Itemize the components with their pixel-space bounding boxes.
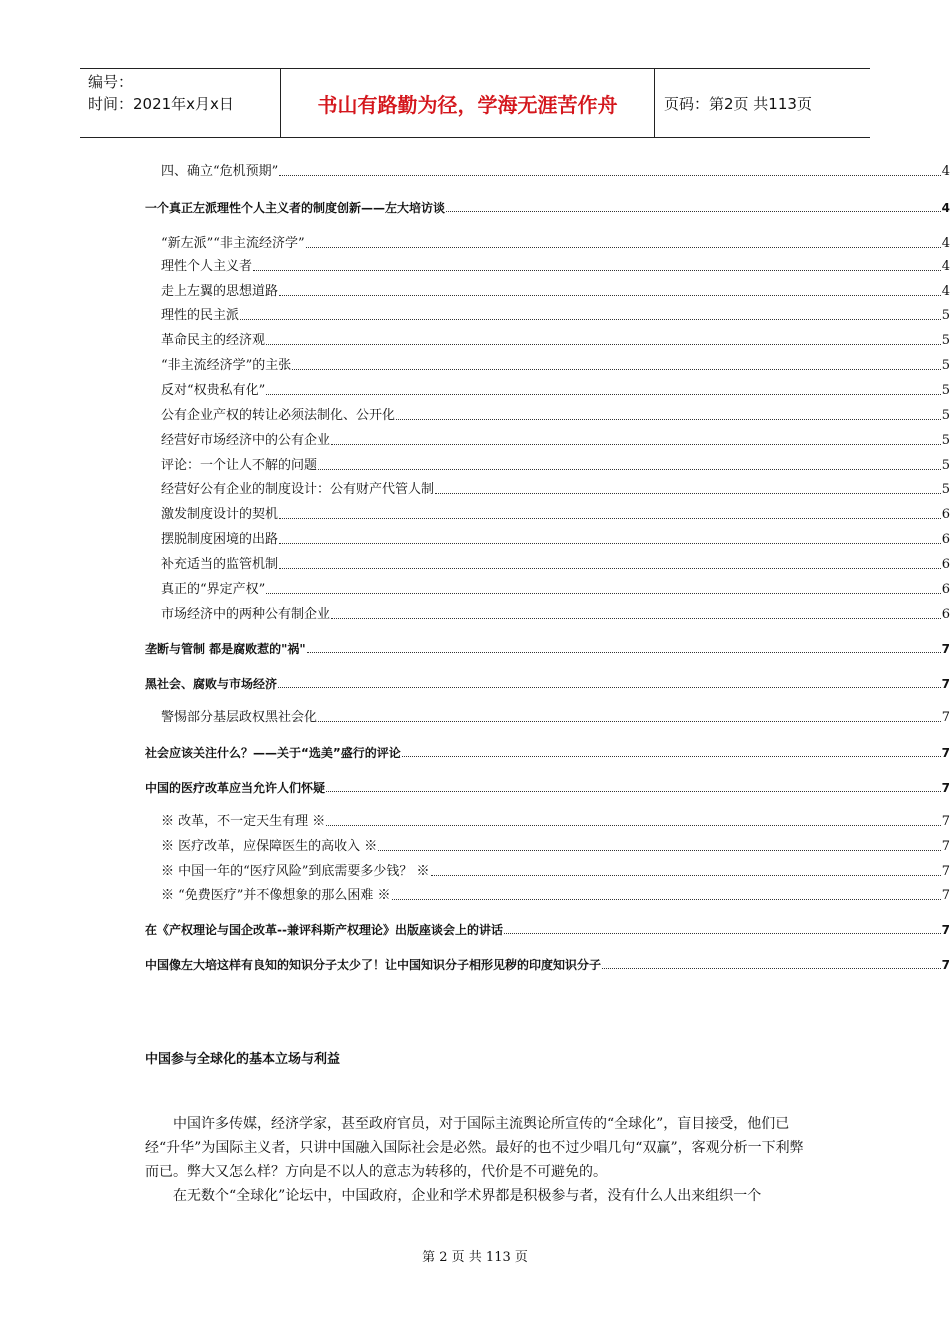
toc-dot-leader <box>279 543 941 544</box>
toc-dot-leader <box>431 875 941 876</box>
toc-entry[interactable] <box>0 835 950 855</box>
toc-dot-leader <box>307 652 941 653</box>
toc-entry[interactable] <box>0 884 950 904</box>
toc-dot-leader <box>318 721 941 722</box>
toc-entry-page: 7 <box>941 677 950 691</box>
toc-entry[interactable] <box>0 404 950 424</box>
toc-entry[interactable] <box>0 741 950 761</box>
toc-entry[interactable] <box>0 379 950 399</box>
toc-entry[interactable] <box>0 503 950 523</box>
toc-entry-page: 5 <box>941 308 950 323</box>
toc-entry-page: 7 <box>941 642 950 656</box>
toc-entry-page: 5 <box>941 383 950 398</box>
toc-entry[interactable] <box>0 196 950 216</box>
toc-entry-page: 7 <box>941 839 950 854</box>
doc-number-label: 编号： <box>88 73 134 91</box>
toc-dot-leader <box>318 469 941 470</box>
toc-entry-page: 4 <box>941 259 950 274</box>
toc-dot-leader <box>266 394 940 395</box>
toc-entry[interactable] <box>0 578 950 598</box>
toc-dot-leader <box>378 850 940 851</box>
doc-time-label: 时间：2021年x月x日 <box>88 95 234 113</box>
toc-entry-page: 6 <box>941 607 950 622</box>
page-footer: 第 2 页 共 113 页 <box>422 1250 528 1265</box>
toc-entry[interactable] <box>0 354 950 374</box>
toc-entry-title: 四、确立“危机预期” <box>161 164 279 179</box>
toc-entry[interactable] <box>0 553 950 573</box>
toc-entry[interactable] <box>0 232 950 252</box>
toc-entry[interactable] <box>0 454 950 474</box>
toc-entry-title: 中国像左大培这样有良知的知识分子太少了！让中国知识分子相形见秽的印度知识分子 <box>145 958 602 972</box>
toc-entry-page: 5 <box>941 433 950 448</box>
toc-entry-title: 革命民主的经济观 <box>161 333 266 348</box>
toc-dot-leader <box>446 211 941 212</box>
toc-dot-leader <box>240 319 941 320</box>
toc-dot-leader <box>279 295 941 296</box>
toc-entry-page: 6 <box>941 532 950 547</box>
toc-entry-title: 摆脱制度困境的出路 <box>161 532 279 547</box>
toc-entry-title: 经营好公有企业的制度设计：公有财产代管人制 <box>161 482 435 497</box>
toc-entry[interactable] <box>0 478 950 498</box>
toc-entry-title: ※ 改革，不一定天生有理 ※ <box>161 814 326 829</box>
toc-entry-title: 真正的“界定产权” <box>161 582 266 597</box>
toc-entry-title: 理性的民主派 <box>161 308 240 323</box>
toc-entry-title: ※ 中国一年的“医疗风险”到底需要多少钱？ ※ <box>161 864 430 879</box>
toc-dot-leader <box>278 687 941 688</box>
toc-entry-page: 5 <box>941 482 950 497</box>
toc-dot-leader <box>266 344 941 345</box>
toc-entry-title: 激发制度设计的契机 <box>161 507 279 522</box>
toc-dot-leader <box>279 568 941 569</box>
toc-dot-leader <box>279 175 940 176</box>
toc-entry[interactable] <box>0 918 950 938</box>
toc-entry-title: 警惕部分基层政权黑社会化 <box>161 710 318 725</box>
toc-entry-page: 6 <box>941 507 950 522</box>
toc-entry-title: 在《产权理论与国企改革--兼评科斯产权理论》出版座谈会上的讲话 <box>145 923 503 937</box>
toc-entry-title: 市场经济中的两种公有制企业 <box>161 607 331 622</box>
toc-entry-page: 4 <box>941 284 950 299</box>
toc-entry-title: ※ “免费医疗”并不像想象的那么困难 ※ <box>161 888 391 903</box>
toc-dot-leader <box>331 618 941 619</box>
toc-entry[interactable] <box>0 528 950 548</box>
toc-entry[interactable] <box>0 953 950 973</box>
toc-entry-title: 垄断与管制 都是腐败惹的"祸" <box>145 642 306 656</box>
toc-entry-page: 7 <box>941 864 950 879</box>
toc-entry-title: 补充适当的监管机制 <box>161 557 279 572</box>
header-page-cell <box>655 69 870 137</box>
toc-entry-page: 7 <box>941 958 950 972</box>
toc-dot-leader <box>402 756 941 757</box>
toc-entry-page: 6 <box>941 582 950 597</box>
toc-dot-leader <box>279 518 941 519</box>
toc-dot-leader <box>292 369 940 370</box>
toc-entry-page: 7 <box>941 923 950 937</box>
toc-entry-title: ※ 医疗改革，应保障医生的高收入 ※ <box>161 839 378 854</box>
toc-entry[interactable] <box>0 672 950 692</box>
toc-entry-page: 5 <box>941 333 950 348</box>
toc-dot-leader <box>331 444 941 445</box>
toc-dot-leader <box>396 419 941 420</box>
toc-entry[interactable] <box>0 255 950 275</box>
toc-entry-page: 4 <box>941 236 950 251</box>
toc-dot-leader <box>253 270 941 271</box>
toc-entry-title: 社会应该关注什么？——关于“选美”盛行的评论 <box>145 746 401 760</box>
toc-entry[interactable] <box>0 280 950 300</box>
toc-entry[interactable] <box>0 776 950 796</box>
toc-dot-leader <box>326 825 940 826</box>
toc-dot-leader <box>504 933 941 934</box>
toc-dot-leader <box>392 899 941 900</box>
toc-entry[interactable] <box>0 860 950 880</box>
toc-entry-title: 公有企业产权的转让必须法制化、公开化 <box>161 408 396 423</box>
toc-entry-page: 7 <box>941 781 950 795</box>
toc-entry-page: 7 <box>941 746 950 760</box>
toc-entry[interactable] <box>0 429 950 449</box>
toc-entry-page: 4 <box>941 201 950 215</box>
toc-entry[interactable] <box>0 329 950 349</box>
section-title: 中国参与全球化的基本立场与利益 <box>145 1052 341 1067</box>
header-motto-cell <box>281 69 655 137</box>
toc-entry-page: 5 <box>941 358 950 373</box>
toc-entry[interactable] <box>0 160 950 180</box>
toc-dot-leader <box>326 791 941 792</box>
toc-entry-page: 7 <box>941 710 950 725</box>
toc-entry-page: 5 <box>941 458 950 473</box>
toc-entry-page: 5 <box>941 408 950 423</box>
toc-entry[interactable] <box>0 603 950 623</box>
toc-entry-title: “非主流经济学”的主张 <box>161 358 292 373</box>
toc-entry-page: 7 <box>941 888 950 903</box>
toc-entry-title: 中国的医疗改革应当允许人们怀疑 <box>145 781 326 795</box>
header-meta <box>80 69 281 137</box>
header-motto: 书山有路勤为径，学海无涯苦作舟 <box>317 92 618 117</box>
toc-entry[interactable] <box>0 637 950 657</box>
body-paragraph: 在无数个“全球化”论坛中，中国政府，企业和学术界都是积极参与者，没有什么人出来组织一个 <box>173 1188 762 1204</box>
toc-entry[interactable] <box>0 706 950 726</box>
toc-dot-leader <box>435 493 941 494</box>
toc-entry-title: 黑社会、腐败与市场经济 <box>145 677 278 691</box>
toc-entry[interactable] <box>0 304 950 324</box>
toc-dot-leader <box>266 593 940 594</box>
toc-dot-leader <box>602 968 941 969</box>
page-header <box>80 68 870 138</box>
toc-entry-title: 经营好市场经济中的公有企业 <box>161 433 331 448</box>
toc-entry-page: 4 <box>941 164 950 179</box>
toc-entry-title: 理性个人主义者 <box>161 259 253 274</box>
toc-entry-page: 7 <box>941 814 950 829</box>
toc-entry-title: “新左派”“非主流经济学” <box>161 236 305 251</box>
toc-entry-title: 一个真正左派理性个人主义者的制度创新——左大培访谈 <box>145 201 446 215</box>
toc-entry-title: 反对“权贵私有化” <box>161 383 266 398</box>
toc-entry-title: 走上左翼的思想道路 <box>161 284 279 299</box>
toc-entry[interactable] <box>0 810 950 830</box>
toc-dot-leader <box>306 247 941 248</box>
toc-entry-page: 6 <box>941 557 950 572</box>
body-paragraph: 中国许多传媒，经济学家，甚至政府官员，对于国际主流舆论所宣传的“全球化”，盲目接受，他们已经“升华”为国际主义者，只讲中国融入国际社会是必然。最好的也不过少唱几句“双赢”，客观分析一下利弊而已。弊大又怎么样？方向是不以人的意志为转移的，代价是不可避免的。 <box>145 1116 804 1180</box>
toc-entry-title: 评论：一个让人不解的问题 <box>161 458 318 473</box>
header-page-info: 页码：第2页 共113页 <box>664 94 812 113</box>
